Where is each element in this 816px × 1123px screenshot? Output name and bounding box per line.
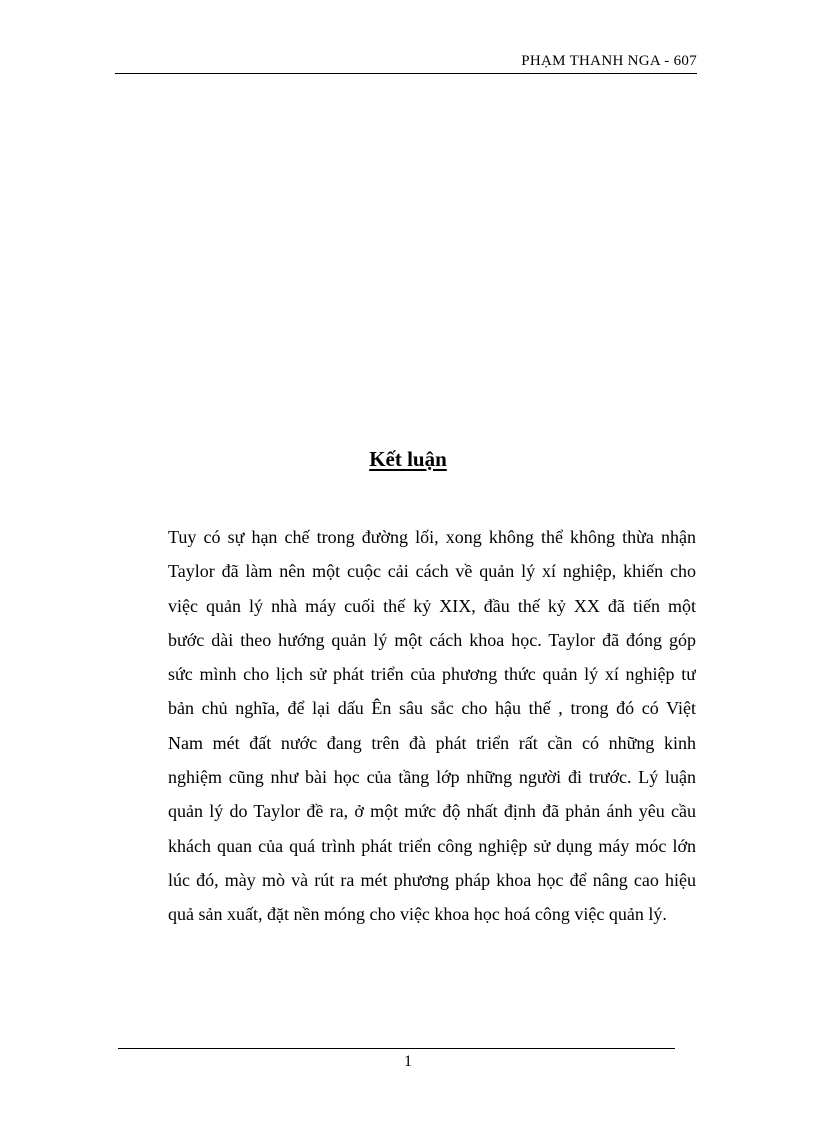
page-header	[115, 50, 697, 74]
paragraph-line: Tuy có sự hạn chế trong đường lối, xong không thể không thừa nhận	[168, 527, 696, 547]
section-title	[0, 447, 816, 472]
page-number: 1	[404, 1053, 412, 1070]
paragraph-line: Nam mét đất nước đang trên đà phát triển rất cần có những kinh	[168, 732, 696, 753]
paragraph-line: quả sản xuất, đặt nền móng cho việc khoa học hoá công việc quản lý.	[168, 904, 667, 925]
header-author: PHẠM THANH NGA - 607	[521, 53, 697, 69]
section-title-text: Kết luận	[369, 447, 447, 471]
paragraph-line: Taylor đã làm nên một cuộc cải cách về quản lý xí nghiệp, khiến cho	[168, 561, 696, 582]
footer-divider	[118, 1048, 675, 1049]
conclusion-paragraph	[168, 520, 696, 932]
paragraph-line: sức mình cho lịch sử phát triển của phương thức quản lý xí nghiệp tư	[168, 664, 696, 685]
paragraph-line: nghiệm cũng như bài học của tầng lớp những người đi trước. Lý luận	[168, 767, 696, 788]
paragraph-line: khách quan của quá trình phát triển công nghiệp sử dụng máy móc lớn	[168, 835, 696, 856]
paragraph-line: bản chủ nghĩa, để lại dấu Ên sâu sắc cho hậu thế , trong đó có Việt	[168, 698, 696, 719]
paragraph-line: việc quản lý nhà máy cuối thế kỷ XIX, đầu thế kỷ XX đã tiến một	[168, 595, 696, 616]
paragraph-line: quản lý do Taylor đề ra, ở một mức độ nhất định đã phản ánh yêu cầu	[168, 801, 696, 822]
paragraph-line: bước dài theo hướng quản lý một cách khoa học. Taylor đã đóng góp	[168, 629, 696, 650]
paragraph-line: lúc đó, mày mò và rút ra mét phương pháp khoa học để nâng cao hiệu	[168, 869, 696, 890]
